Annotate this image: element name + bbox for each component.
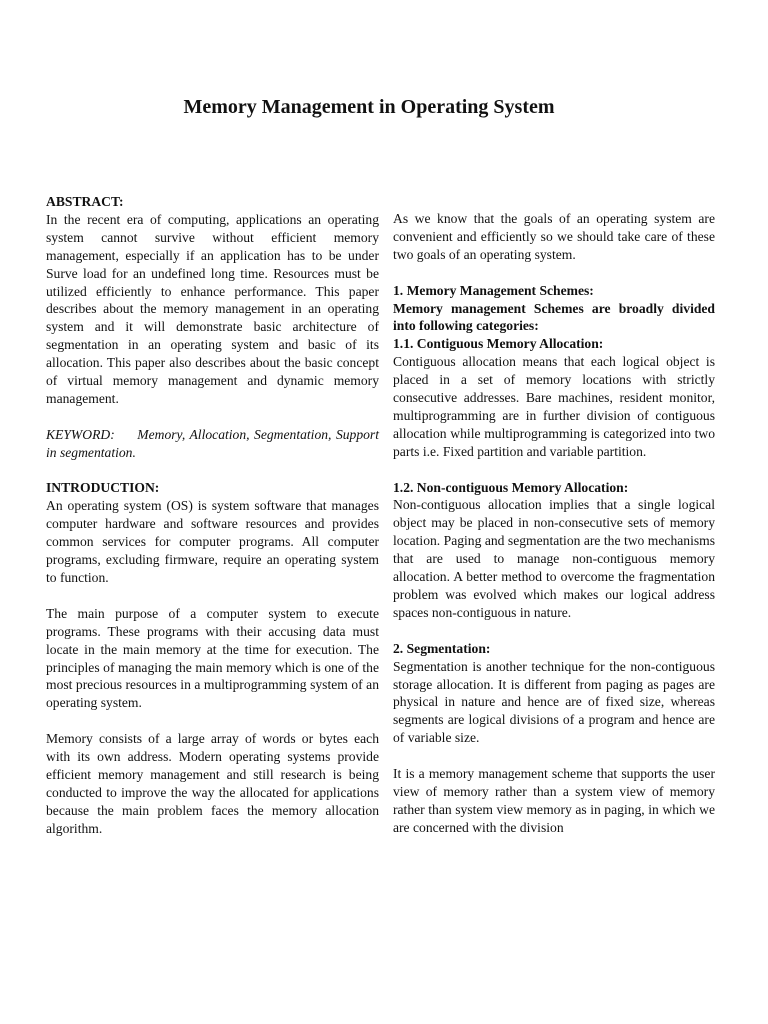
abstract-body: In the recent era of computing, applications an operating system cannot survive without efficient memory management, especially if an application has to be under Surve load for an undefined long time. Resources must be utilized efficiently to enhance performance. This paper describes about the memory management in an operating system and it will demonstrate basic architecture of segmentation in an operating system and basic of its allocation. This paper also describes about the basic concept of virtual memory management and dynamic memory management.: [46, 211, 379, 406]
schemes-subheading: Memory management Schemes are broadly divided into following categories:: [393, 300, 715, 334]
noncontiguous-heading: 1.2. Non-contiguous Memory Allocation:: [393, 479, 629, 495]
introduction-heading: INTRODUCTION:: [46, 480, 160, 496]
right-column: [393, 210, 715, 837]
paper-title: Memory Management in Operating System: [183, 96, 555, 118]
schemes-heading: 1. Memory Management Schemes:: [393, 282, 594, 298]
noncontiguous-body: Non-contiguous allocation implies that a single logical object may be placed in non-consecutive sets of memory location. Paging and segmentation are the two mechanisms that are used to manage non-contiguous memory allocation. A better method to overcome the fragmentation problem was evolved which makes our logical address spaces non-contiguous in nature.: [393, 497, 715, 620]
contiguous-body: Contiguous allocation means that each logical object is placed in a set of memory locations with strictly consecutive addresses. Bare machines, resident monitor, multiprogramming are in further division of contiguous allocation while multiprogramming is categorized into two parts i.e. Fixed partition and variable partition.: [393, 354, 715, 459]
segmentation-heading: 2. Segmentation:: [393, 640, 491, 656]
left-column: [46, 193, 379, 838]
contiguous-heading: 1.1. Contiguous Memory Allocation:: [393, 336, 604, 352]
keyword-label: KEYWORD:: [46, 426, 115, 442]
intro-paragraph-2: The main purpose of a computer system to execute programs. These programs with their accusing data must locate in the main memory at the time for execution. The principles of managing the main memory which is one of the most precious resources in a multiprogramming system of an operating system.: [46, 605, 379, 711]
keyword-text: Memory, Allocation, Segmentation, Support in segmentation.: [46, 426, 379, 460]
segmentation-paragraph-1: Segmentation is another technique for the non-contiguous storage allocation. It is different from paging as pages are physical in nature and hence are of fixed size, whereas segments are logical divisions of a program and hence are of variable size.: [393, 658, 715, 746]
intro-paragraph-3: Memory consists of a large array of words or bytes each with its own address. Modern operating systems provide efficient memory management and still research is being conducted to improve the way the allocated for applications because the main problem faces the memory allocation algorithm.: [46, 731, 379, 836]
segmentation-paragraph-2: It is a memory management scheme that supports the user view of memory rather than a system view of memory rather than system view memory as in paging, in which we are concerned with the division: [393, 766, 715, 835]
abstract-heading: ABSTRACT:: [46, 194, 124, 209]
intro-paragraph-1: An operating system (OS) is system software that manages computer hardware and software resources and provides common services for computer programs. All computer programs, excluding firmware, require an operating system to function.: [46, 498, 379, 585]
keywords: [46, 426, 379, 462]
intro-paragraph-4: As we know that the goals of an operating system are convenient and efficiently so we should take care of these two goals of an operating system.: [393, 211, 715, 262]
